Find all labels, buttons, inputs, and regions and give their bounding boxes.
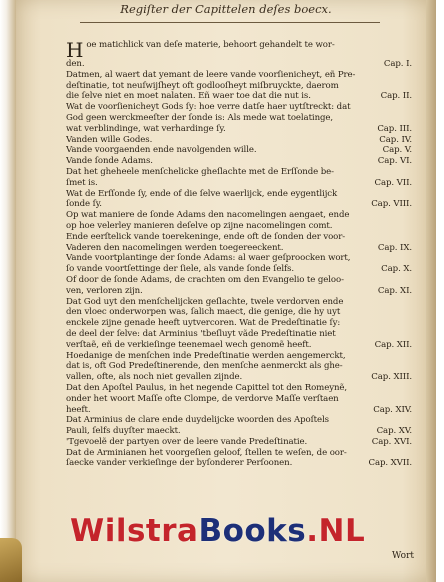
chapter-number: Cap. X.: [381, 264, 412, 275]
page-left-edge: [0, 0, 16, 582]
entry-text: Dat Arminius de clare ende duydelijcke woorden des Apoſtels: [66, 415, 329, 426]
entry-text: vallen, ofte, als noch niet gevallen zijnde.: [66, 372, 243, 383]
entry-text: onder het woort Maſſe ofte Clompe, de verdorve Maſſe verſtaen: [66, 393, 339, 404]
chapter-number: Cap. XVII.: [368, 458, 412, 469]
entry-text: Wat de voorſienicheyt Gods ſy: hoe verre datſe haer uytſtreckt: dat: [66, 102, 351, 113]
entry-line: [66, 199, 412, 210]
watermark-logo: [70, 513, 365, 549]
entry-text: Of door de ſonde Adams, de crachten om den Evangelio te geloo-: [66, 274, 344, 285]
chapter-number: Cap. XIII.: [371, 372, 412, 383]
entry-text: op hoe velerley manieren deſelve op zijne nacomelingen comt.: [66, 220, 333, 231]
chapter-number: Cap. III.: [377, 123, 412, 134]
entry-text: Vande voortplantinge der ſonde Adams: al waer geſproocken wort,: [66, 253, 351, 264]
entry-text: ven, verloren zijn.: [66, 285, 143, 296]
entry-line: [66, 437, 412, 448]
chapter-number: Cap. VII.: [374, 177, 412, 188]
register-entry: [66, 253, 412, 275]
register-entries: [66, 40, 412, 469]
chapter-number: Cap. XV.: [376, 426, 412, 437]
entry-line: [66, 70, 412, 81]
register-entry: [66, 102, 412, 134]
entry-line: [66, 210, 412, 221]
entry-text: 'Tgevoelẽ der partyen over de leere vande Predeſtinatie.: [66, 436, 308, 447]
entry-text: oe matichlick van deſe materie, behoort gehandelt te wor-: [86, 40, 335, 50]
entry-line: [66, 59, 412, 70]
entry-text: dat is, oft God Predeſtinerende, den menſche aenmerckt als ghe-: [66, 361, 343, 372]
entry-line: [66, 340, 412, 351]
entry-line: [66, 167, 412, 178]
entry-text: Hoedanige de menſchen inde Predeſtinatie werden aengemerckt,: [66, 350, 346, 361]
entry-text: Dat de Arminianen het voorgeſien geloof, ſtellen te weſen, de oor-: [66, 447, 347, 458]
entry-text: ſmet is.: [66, 177, 98, 188]
entry-text: Dat God uyt den menſchelijcken geſlachte, twele verdorven ende: [66, 296, 344, 307]
entry-line: [66, 329, 412, 340]
register-entry: [66, 351, 412, 383]
entry-line: [66, 426, 412, 437]
entry-text: Ende eerſtelick vande toerekeninge, ende oft de ſonden der voor-: [66, 231, 346, 242]
chapter-number: Cap. XIV.: [373, 404, 412, 415]
entry-text: de deel der ſelve: dat Arminius 'tbeſluyt vãde Predeſtinatie niet: [66, 328, 336, 339]
page-header: Regiſter der Capittelen deſes boecx.: [120, 2, 332, 16]
entry-text: Dat den Apoſtel Paulus, in het negende Capittel tot den Romeynẽ,: [66, 382, 347, 393]
entry-text: den vloec onderworpen was, ſalich maect, die genige, die hy uyt: [66, 307, 341, 318]
entry-line: [66, 253, 412, 264]
entry-line: [66, 156, 412, 167]
entry-text: heeft.: [66, 404, 91, 415]
entry-text: ſonde ſy.: [66, 199, 102, 210]
entry-line: [66, 189, 412, 200]
register-entry: [66, 156, 412, 167]
watermark-part-3: .NL: [306, 513, 366, 549]
register-entry: [66, 135, 412, 146]
entry-line: [66, 243, 412, 254]
entry-line: [66, 232, 412, 243]
entry-text: Vaderen den nacomelingen werden toegereeckent.: [66, 242, 284, 253]
register-entry: [66, 437, 412, 448]
entry-text: deſtinatie, tot neuſwijſheyt oft godlooſheyt miſbruyckte, daerom: [66, 80, 339, 91]
chapter-number: Cap. VIII.: [371, 199, 412, 210]
entry-line: [66, 372, 412, 383]
entry-line: [66, 145, 412, 156]
entry-text: ſaecke vander verkieſinge der byſonderer Perſoonen.: [66, 458, 293, 469]
entry-text: Op wat maniere de ſonde Adams den nacomelingen aengaet, ende: [66, 210, 350, 221]
entry-line: [66, 81, 412, 92]
entry-text: Vanden wille Godes.: [66, 134, 153, 145]
entry-text: wat verblindinge, wat verhardinge ſy.: [66, 123, 226, 134]
header-rule: [80, 22, 380, 23]
chapter-number: Cap. IV.: [379, 134, 412, 145]
register-entry: [66, 210, 412, 253]
catchword: Wort: [392, 551, 414, 561]
entry-text: enckele zijne genade heeft uytvercoren. Wat de Predeſtinatie ſy:: [66, 318, 341, 329]
entry-line: [66, 286, 412, 297]
register-entry: [66, 448, 412, 470]
entry-line: [66, 318, 412, 329]
entry-line: [66, 102, 412, 113]
chapter-number: Cap. XII.: [374, 339, 412, 350]
entry-line: [66, 415, 412, 426]
chapter-number: Cap. VI.: [377, 156, 412, 167]
chapter-number: Cap. I.: [383, 59, 412, 69]
corner-decoration: [0, 538, 22, 582]
register-entry: [66, 40, 412, 70]
entry-line: [66, 351, 412, 362]
entry-line: [66, 405, 412, 416]
page-right-edge: [426, 0, 436, 582]
entry-text: Wat de Erſſonde ſy, ende of die ſelve waerlijck, ende eygentlijck: [66, 188, 338, 199]
register-entry: [66, 275, 412, 297]
chapter-number: Cap. II.: [380, 91, 412, 102]
chapter-number: Cap. V.: [382, 145, 412, 156]
entry-line: [66, 307, 412, 318]
watermark-part-1: Wilstra: [70, 513, 199, 549]
entry-text: God geen werckmeeſter der ſonde is: Als mede wat toelatinge,: [66, 112, 334, 123]
register-entry: [66, 145, 412, 156]
entry-text: verſtaẽ, eñ de verkieſinge teenemael wech genomẽ heeft.: [66, 339, 312, 350]
chapter-number: Cap. XI.: [377, 285, 412, 296]
register-entry: [66, 189, 412, 211]
entry-line: [66, 297, 412, 308]
watermark-part-2: Books: [198, 513, 307, 549]
register-entry: [66, 70, 412, 102]
entry-text: Pauli, ſelfs duyſter maeckt.: [66, 426, 181, 437]
entry-text: Datmen, al waert dat yemant de leere vande voorſienicheyt, eñ Pre-: [66, 69, 356, 80]
entry-line: [66, 264, 412, 275]
register-entry: [66, 167, 412, 189]
drop-capital: H: [66, 40, 84, 59]
entry-line: [66, 458, 412, 469]
chapter-number: Cap. IX.: [377, 242, 412, 253]
entry-line: [66, 178, 412, 189]
entry-line: [66, 275, 412, 286]
entry-line: [66, 135, 412, 146]
entry-line: [66, 383, 412, 394]
entry-line: [66, 40, 412, 59]
entry-line: [66, 124, 412, 135]
register-entry: [66, 383, 412, 415]
entry-line: [66, 221, 412, 232]
entry-line: [66, 91, 412, 102]
entry-line: [66, 361, 412, 372]
register-entry: [66, 297, 412, 351]
entry-line: [66, 394, 412, 405]
entry-line: [66, 113, 412, 124]
entry-line: [66, 448, 412, 459]
entry-text: die ſelve niet en moet nalaten. Eñ waer toe dat die nut is.: [66, 91, 311, 102]
entry-text: den.: [66, 59, 85, 69]
entry-text: Vande voorgaenden ende navolgenden wille.: [66, 145, 257, 156]
register-entry: [66, 415, 412, 437]
chapter-number: Cap. XVI.: [371, 436, 412, 447]
entry-text: Dat het gheheele menſchelicke gheſlachte met de Erſſonde be-: [66, 166, 334, 177]
entry-text: Vande ſonde Adams.: [66, 156, 153, 167]
entry-text: ſo vande voortſettinge der ſiele, als vande ſonde ſelfs.: [66, 264, 294, 275]
